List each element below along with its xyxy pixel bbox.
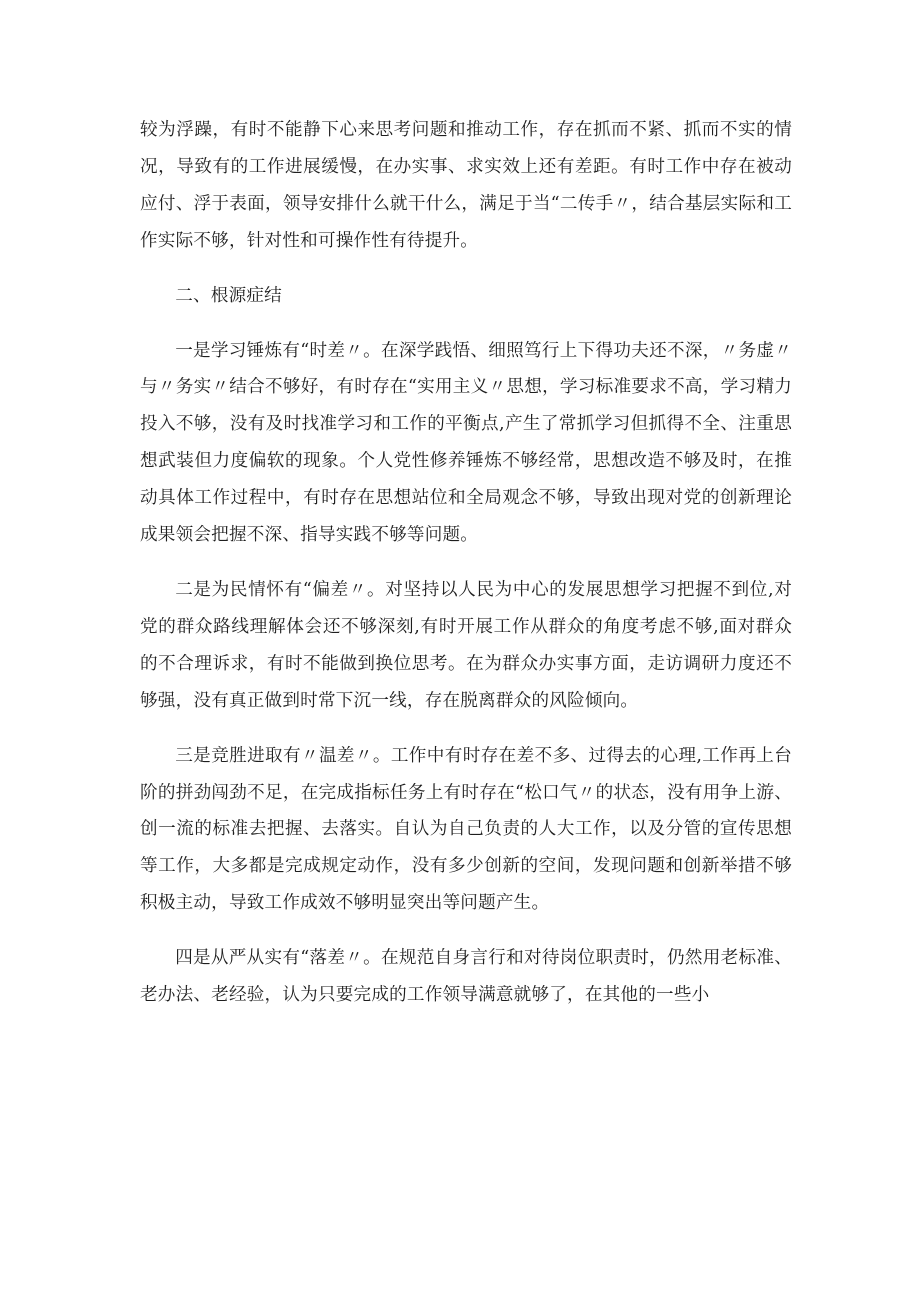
section-heading: 二、根源症结 xyxy=(175,285,282,306)
paragraph-people-gap: 二是为民情怀有“偏差〃。对坚持以人民为中心的发展思想学习把握不到位,对党的群众路线理解体会还不够深刻,有时开展工作从群众的角度考虑不够,面对群众的不合理诉求，有时不能做到换位思考。在为群众办实事方面，走访调研力度还不够强，没有真正做到时常下沉一线，存在脱离群众的风险倾向。 xyxy=(140,579,792,711)
paragraph-initiative-gap: 三是竞胜进取有〃温差〃。工作中有时存在差不多、过得去的心理,工作再上台阶的拼劲闯劲不足，在完成指标任务上有时存在“松口气〃的状态，没有用争上游、创一流的标准去把握、去落实。自认为自己负责的人大工作，以及分管的宣传思想等工作，大多都是完成规定动作，没有多少创新的空间，发现问题和创新举措不够积极主动，导致工作成效不够明显突出等问题产生。 xyxy=(140,745,792,914)
paragraph-study-gap: 一是学习锤炼有“时差〃。在深学践悟、细照笃行上下得功夫还不深，〃务虚〃与〃务实〃结合不够好，有时存在“实用主义〃思想，学习标准要求不高，学习精力投入不够，没有及时找准学习和工作的平衡点,产生了常抓学习但抓得不全、注重思想武装但力度偏软的现象。个人党性修养锤炼不够经常，思想改造不够及时，在推动具体工作过程中，有时存在思想站位和全局观念不够，导致出现对党的创新理论成果领会把握不深、指导实践不够等问题。 xyxy=(140,340,792,546)
paragraph-strictness-gap: 四是从严从实有“落差〃。在规范自身言行和对待岗位职责时，仍然用老标准、老办法、老经验，认为只要完成的工作领导满意就够了，在其他的一些小 xyxy=(140,948,792,1006)
paragraph-continued: 较为浮躁，有时不能静下心来思考问题和推动工作，存在抓而不紧、抓而不实的情况，导致有的工作进展缓慢，在办实事、求实效上还有差距。有时工作中存在被动应付、浮于表面，领导安排什么就干什么，满足于当“二传手〃，结合基层实际和工作实际不够，针对性和可操作性有待提升。 xyxy=(140,120,792,251)
document-body xyxy=(140,112,792,1032)
